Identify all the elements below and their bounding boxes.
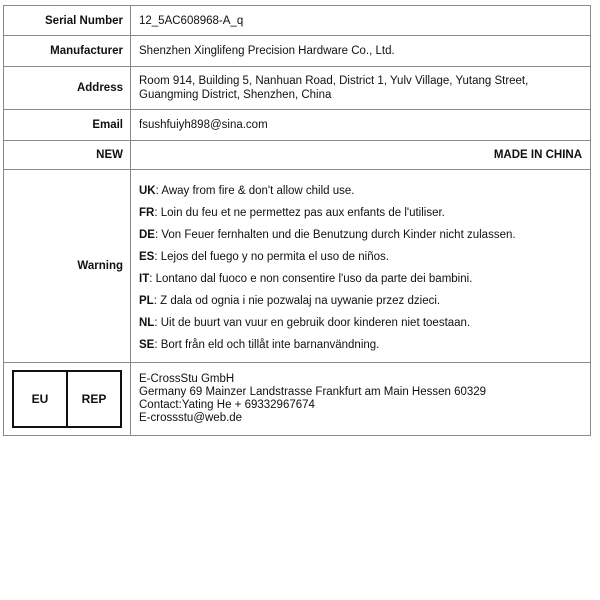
warning-text: : Lontano dal fuoco e non consentire l'uso da parte dei bambini. bbox=[149, 273, 473, 285]
warning-text: : Bort från eld och tillåt inte barnanvändning. bbox=[154, 339, 380, 351]
eu-rep-row bbox=[4, 363, 591, 436]
language-code: FR bbox=[139, 207, 155, 219]
warning-text: : Loin du feu et ne permettez pas aux enfants de l'utiliser. bbox=[154, 207, 445, 219]
warning-row bbox=[4, 170, 591, 363]
warning-line-se bbox=[139, 334, 582, 356]
new-row bbox=[4, 141, 591, 170]
address-line: Guangming District, Shenzhen, China bbox=[139, 89, 332, 101]
email-value: fsushfuiyh898@sina.com bbox=[131, 110, 591, 141]
eu-rep-details bbox=[131, 363, 591, 436]
language-code: ES bbox=[139, 251, 155, 263]
eu-rep-badge-wrap bbox=[5, 370, 129, 428]
warning-line-fr bbox=[139, 202, 582, 224]
address-line: Room 914, Building 5, Nanhuan Road, District 1, Yulv Village, Yutang Street, bbox=[139, 75, 529, 87]
eu-rep-company: E-CrossStu GmbH bbox=[139, 373, 235, 385]
warning-label: Warning bbox=[4, 170, 131, 363]
origin-value: MADE IN CHINA bbox=[131, 141, 591, 170]
warning-text: : Away from fire & don't allow child use. bbox=[155, 185, 355, 197]
eu-rep-badge bbox=[12, 370, 122, 428]
warning-text: : Z dala od ognia i nie pozwalaj na uywanie przez dzieci. bbox=[153, 295, 441, 307]
warning-line-pl bbox=[139, 290, 582, 312]
new-label: NEW bbox=[4, 141, 131, 170]
warning-line-it bbox=[139, 268, 582, 290]
language-code: PL bbox=[139, 295, 154, 307]
warning-text: : Uit de buurt van vuur en gebruik door kinderen niet toestaan. bbox=[154, 317, 471, 329]
warning-line-nl bbox=[139, 312, 582, 334]
warning-line-de bbox=[139, 224, 582, 246]
serial-label: Serial Number bbox=[4, 6, 131, 36]
language-code: DE bbox=[139, 229, 155, 241]
manufacturer-value: Shenzhen Xinglifeng Precision Hardware Co., Ltd. bbox=[131, 36, 591, 67]
address-label: Address bbox=[4, 67, 131, 110]
serial-row bbox=[4, 6, 591, 36]
serial-value: 12_5AC608968-A_q bbox=[131, 6, 591, 36]
eu-rep-email: E-crossstu@web.de bbox=[139, 412, 243, 424]
eu-rep-badge-cell bbox=[4, 363, 131, 436]
eu-badge-label: EU bbox=[31, 392, 49, 406]
eu-rep-contact: Contact:Yating He + 69332967674 bbox=[139, 399, 315, 411]
warning-content bbox=[131, 170, 591, 363]
manufacturer-label: Manufacturer bbox=[4, 36, 131, 67]
language-code: NL bbox=[139, 317, 155, 329]
warning-text: : Von Feuer fernhalten und die Benutzung durch Kinder nicht zulassen. bbox=[154, 229, 516, 241]
manufacturer-row bbox=[4, 36, 591, 67]
rep-badge-label: REP bbox=[66, 372, 120, 426]
warning-line-uk bbox=[139, 180, 582, 202]
language-code: IT bbox=[139, 273, 150, 285]
warning-text: : Lejos del fuego y no permita el uso de niños. bbox=[154, 251, 389, 263]
email-row bbox=[4, 110, 591, 141]
email-label: Email bbox=[4, 110, 131, 141]
eu-rep-address: Germany 69 Mainzer Landstrasse Frankfurt am Main Hessen 60329 bbox=[139, 386, 487, 398]
warning-line-es bbox=[139, 246, 582, 268]
product-label-table bbox=[3, 5, 591, 436]
language-code: UK bbox=[139, 185, 156, 197]
address-row bbox=[4, 67, 591, 110]
address-value bbox=[131, 67, 591, 110]
language-code: SE bbox=[139, 339, 155, 351]
warning-list bbox=[139, 170, 582, 362]
